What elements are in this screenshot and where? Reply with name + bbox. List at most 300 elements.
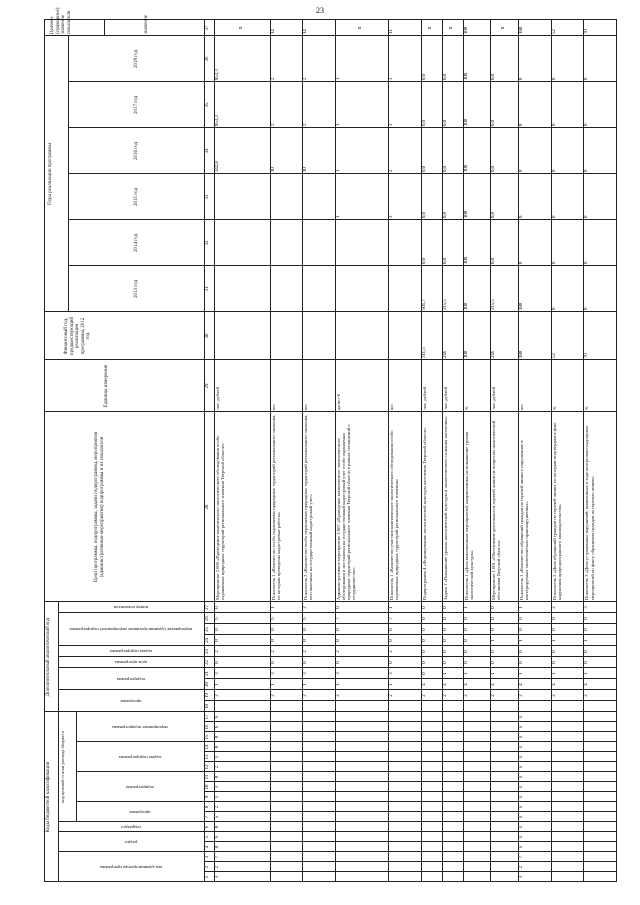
- code-cell: [464, 842, 472, 852]
- row-name: Показатель 1 «Доля выполненных мероприятий, направленных на повышение уровня экологической культуры»: [463, 431, 474, 600]
- code-cell: 1: [303, 683, 309, 686]
- row-year-6: 0,0: [490, 74, 496, 80]
- code-cell: [584, 742, 592, 752]
- target-subprogram-header: [76, 772, 204, 802]
- colnum-35: 35: [205, 102, 210, 108]
- code-cell: 0: [551, 628, 557, 631]
- code-cell: 1: [551, 672, 557, 675]
- colnum-33: 33: [205, 194, 210, 200]
- code-cell: [491, 842, 499, 852]
- extra-program-header-sep: [44, 711, 204, 712]
- code-cell: [491, 862, 499, 872]
- code-cell: [443, 732, 451, 742]
- code-cell: [491, 872, 499, 882]
- code-cell: 1: [490, 639, 496, 642]
- code-cell: 0: [463, 661, 469, 664]
- code-cell: 0: [490, 650, 496, 653]
- code-cell: [389, 722, 397, 732]
- code-cell: х: [519, 815, 525, 819]
- code-cell: [584, 802, 592, 812]
- code-cell: [464, 722, 472, 732]
- code-cell: [464, 752, 472, 762]
- row-year-2: 100: [463, 256, 469, 264]
- row-name: Показатель 2 «Доля обращений граждан по горячей линии, по которым подтвердился факт нарушения природоохранного законодательства»: [551, 422, 562, 600]
- row-year-3: [303, 176, 311, 218]
- code-cell: [584, 812, 592, 822]
- code-cell: [443, 712, 451, 722]
- code-cell: [584, 852, 592, 862]
- code-cell: 0: [215, 606, 220, 609]
- row-year-6: 0: [551, 77, 557, 80]
- code-cell: [422, 732, 430, 742]
- code-cell: [443, 832, 451, 842]
- row-year-4: 0: [551, 169, 557, 172]
- row-fin-year: 52: [551, 353, 557, 358]
- row-fin-year: 311,5: [421, 347, 427, 358]
- code-cell: [303, 812, 311, 822]
- code-cell: 5: [215, 815, 220, 819]
- code-cell: 0: [584, 650, 590, 653]
- code-cell: 2: [335, 650, 341, 653]
- code-cell: [464, 872, 472, 882]
- code-cell: [389, 712, 397, 722]
- code-cell: [271, 782, 279, 792]
- row-year-2: 0: [519, 261, 525, 264]
- code-cell: х: [519, 765, 525, 769]
- code-cell: 0: [551, 617, 557, 620]
- row-year-1: 315,5: [442, 299, 448, 310]
- code-cell: 0: [442, 661, 448, 664]
- code-cell: 0: [215, 639, 220, 642]
- code-cell: 0: [584, 617, 590, 620]
- code-cell: [303, 722, 311, 732]
- code-cell: 0: [490, 606, 496, 609]
- year-header-4: 2016 год: [134, 141, 139, 161]
- code-cell: 6: [215, 617, 220, 620]
- code-cell: 4: [551, 683, 557, 686]
- row-target: 180: [519, 26, 525, 34]
- code-cell: [584, 792, 592, 802]
- row-year-1: 0: [584, 307, 590, 310]
- code-cell: [336, 772, 344, 782]
- code-cell: [552, 772, 560, 782]
- code-cell: [584, 822, 592, 832]
- row-year-5: 0: [584, 123, 590, 126]
- fin-year-header: Финансовый год, предшествующий реализации программы, 2012 год: [64, 316, 91, 356]
- code-cell: 6: [303, 617, 309, 620]
- code-cell: [271, 832, 279, 842]
- row-year-3: 3: [389, 215, 395, 218]
- code-cell: 2: [519, 694, 525, 697]
- code-cell: [491, 772, 499, 782]
- code-cell: [491, 852, 499, 862]
- code-cell: [303, 802, 311, 812]
- code-cell: [271, 701, 279, 712]
- row-year-1: 315,5: [490, 299, 496, 310]
- unit-header: Единица измерения: [104, 364, 109, 408]
- code-cell: х: [519, 785, 525, 789]
- code-cell: [336, 862, 344, 872]
- extra-event-header-text: мероприятие (административное мероприятие) подпрограммы: [69, 627, 193, 633]
- colnum-14: 14: [205, 744, 210, 750]
- row-year-6: 2: [270, 77, 276, 80]
- code-cell: [443, 742, 451, 752]
- code-cell: 0: [335, 606, 341, 609]
- code-cell: [389, 852, 397, 862]
- code-cell: [336, 832, 344, 842]
- row-year-6: 0,0: [442, 74, 448, 80]
- code-cell: [336, 732, 344, 742]
- code-cell: [584, 701, 592, 712]
- code-cell: 2: [463, 694, 469, 697]
- code-cell: 2: [335, 694, 341, 697]
- code-cell: [552, 742, 560, 752]
- code-cell: [584, 772, 592, 782]
- row-unit: %: [584, 406, 590, 410]
- code-cell: [491, 802, 499, 812]
- row-unit: тыс. рублей: [442, 387, 448, 410]
- row-name: Показатель 3 «Доля устраненных нарушений, выявленных в ходе контрольно-надзорных мероприятий по факту обращения граждан на горячую линию»: [584, 425, 595, 600]
- code-cell: [303, 832, 311, 842]
- admin-code-header: [58, 852, 204, 882]
- code-cell: [422, 802, 430, 812]
- colnum-24: 24: [205, 638, 210, 643]
- row-year-2: 0: [551, 261, 557, 264]
- code-cell: [584, 832, 592, 842]
- row-year-2: 0: [584, 261, 590, 264]
- code-cell: 4: [442, 683, 448, 686]
- row-year-4: 0: [519, 169, 525, 172]
- code-cell: 0: [519, 628, 525, 631]
- code-cell: 0: [270, 628, 276, 631]
- extra-event-header-sep: [58, 645, 204, 646]
- code-cell: 6: [270, 617, 276, 620]
- code-cell: 4: [421, 683, 427, 686]
- row-year-5: 3: [389, 123, 395, 126]
- code-cell: 1: [270, 606, 276, 609]
- code-cell: [389, 822, 397, 832]
- code-cell: [443, 772, 451, 782]
- code-cell: [552, 752, 560, 762]
- colnum-22: 22: [205, 660, 210, 665]
- code-cell: [464, 812, 472, 822]
- code-cell: [491, 722, 499, 732]
- code-cell: [389, 792, 397, 802]
- row-unit: шт.: [519, 403, 525, 410]
- code-cell: 0: [421, 617, 427, 620]
- row-year-5: 853,3: [215, 115, 220, 126]
- code-cell: [336, 752, 344, 762]
- code-cell: 0: [215, 735, 220, 739]
- code-cell: [271, 802, 279, 812]
- code-cell: [552, 782, 560, 792]
- razdel-header: [58, 832, 204, 852]
- code-cell: 0: [215, 775, 220, 779]
- code-cell: 3: [215, 785, 220, 789]
- target-program-header: [76, 802, 204, 822]
- code-cell: [552, 762, 560, 772]
- code-cell: [389, 772, 397, 782]
- code-cell: 0: [421, 628, 427, 631]
- code-cell: 1: [519, 639, 525, 642]
- code-cell: [303, 732, 311, 742]
- code-cell: [303, 762, 311, 772]
- target-group-line: [104, 20, 105, 36]
- row-unit: %: [463, 406, 469, 410]
- row-unit: тыс. рублей: [215, 387, 220, 410]
- colnum-17: 17: [205, 714, 210, 720]
- code-cell: 0: [389, 661, 395, 664]
- target-task-header-sep: [76, 771, 204, 772]
- colnum-6: 6: [205, 825, 210, 829]
- code-cell: [464, 701, 472, 712]
- row-year-6: 3: [389, 77, 395, 80]
- code-cell: х: [519, 755, 525, 759]
- code-cell: 4: [584, 683, 590, 686]
- code-cell: [389, 701, 397, 712]
- code-cell: 0: [519, 650, 525, 653]
- row-year-1: [215, 268, 223, 310]
- code-cell: 2: [490, 694, 496, 697]
- row-target: х: [237, 26, 244, 30]
- code-cell: 0: [442, 639, 448, 642]
- target-event-header-sep: [76, 741, 204, 742]
- row-year-1: [336, 268, 344, 310]
- code-cell: [271, 842, 279, 852]
- code-cell: [422, 742, 430, 752]
- row-year-2: [303, 222, 311, 264]
- code-cell: [491, 712, 499, 722]
- code-cell: [552, 842, 560, 852]
- code-cell: 0: [335, 661, 341, 664]
- code-cell: [443, 752, 451, 762]
- colnum-25: 25: [205, 627, 210, 632]
- code-cell: [464, 852, 472, 862]
- code-cell: [336, 762, 344, 772]
- row-name: Задача 1 «Повышение уровня экологической культуры и экологического сознания населения»: [442, 416, 448, 600]
- code-cell: [491, 812, 499, 822]
- code-cell: 0: [584, 628, 590, 631]
- row-year-2: 0,0: [421, 258, 427, 264]
- row-year-6: 853,3: [215, 69, 220, 80]
- code-cell: [552, 802, 560, 812]
- code-cell: х: [519, 745, 525, 749]
- code-cell: 1: [389, 683, 395, 686]
- code-cell: 4: [519, 683, 525, 686]
- year-header-3: 2015 год: [134, 187, 139, 207]
- code-cell: [389, 812, 397, 822]
- code-cell: 0: [303, 628, 309, 631]
- code-cell: [303, 701, 311, 712]
- row-year-2: [271, 222, 279, 264]
- row-year-1: 0: [551, 307, 557, 310]
- code-cell: 0: [490, 628, 496, 631]
- code-cell: 0: [519, 617, 525, 620]
- years-group-header: Годы реализации программы: [48, 143, 53, 205]
- row-year-1: 180: [519, 302, 525, 310]
- code-cell: [464, 802, 472, 812]
- colnum-9: 9: [205, 795, 210, 799]
- code-cell: 2: [215, 765, 220, 769]
- admin-code-header-text: код администратора программы: [99, 864, 163, 870]
- code-cell: [389, 842, 397, 852]
- code-cell: 7: [215, 855, 220, 859]
- code-cell: [336, 712, 344, 722]
- code-cell: [584, 782, 592, 792]
- code-cell: 2: [551, 606, 557, 609]
- years-group-line: [68, 36, 69, 312]
- code-cell: [491, 732, 499, 742]
- code-cell: [336, 722, 344, 732]
- target-code-header: код целевой статьи расхода бюджета: [60, 731, 65, 803]
- colnum-36: 36: [205, 56, 210, 62]
- code-cell: [422, 822, 430, 832]
- code-cell: [443, 802, 451, 812]
- code-cell: х: [519, 805, 525, 809]
- code-cell: 3: [335, 672, 341, 675]
- row-unit: тыс. рублей: [490, 387, 496, 410]
- code-cell: х: [519, 725, 525, 729]
- row-name: Показатель 1 «Количество обращений граждан по горячей линии о нарушениях в интегрируемых экологических правонарушениях»: [519, 440, 530, 600]
- code-cell: 2: [303, 694, 309, 697]
- target-subprogram-header-sep: [76, 801, 204, 802]
- target-value-header: значение: [144, 15, 149, 34]
- row-year-1: 501,7: [421, 299, 427, 310]
- code-cell: 0: [303, 639, 309, 642]
- target-task-header-text: задача подпрограммы: [118, 754, 162, 760]
- code-cell: [552, 792, 560, 802]
- code-cell: 1: [584, 672, 590, 675]
- row-target: х: [357, 26, 364, 30]
- extra-group-header: Дополнительный аналитический код: [46, 617, 51, 697]
- code-cell: [584, 722, 592, 732]
- razdel-header-text: раздел: [124, 839, 138, 845]
- code-cell: 0: [551, 650, 557, 653]
- code-cell: [303, 842, 311, 852]
- code-cell: 0: [490, 617, 496, 620]
- code-cell: [271, 772, 279, 782]
- code-cell: 1: [215, 755, 220, 759]
- row-year-1: [389, 268, 397, 310]
- code-cell: 0: [215, 825, 220, 829]
- row-name: Показатель 1 «Количество участков комплексного экологического обследования особо охраняемых природных территорий регионального значения»: [389, 430, 400, 600]
- code-cell: [491, 701, 499, 712]
- row-year-3: 0: [551, 215, 557, 218]
- row-year-4: 0,0: [421, 166, 427, 172]
- code-cell: [422, 772, 430, 782]
- code-cell: [336, 782, 344, 792]
- code-cell: [491, 782, 499, 792]
- code-cell: [464, 862, 472, 872]
- extra-indicator-header-text: номер показателя: [113, 605, 149, 611]
- year-header-5: 2017 год: [134, 95, 139, 115]
- code-cell: 0: [442, 617, 448, 620]
- row-year-6: 0: [519, 77, 525, 80]
- code-cell: [584, 862, 592, 872]
- program-table: [44, 7, 616, 882]
- row-year-3: 0,0: [442, 212, 448, 218]
- row-unit: да/нет-0: [335, 394, 341, 410]
- code-cell: [303, 752, 311, 762]
- row-year-5: 0: [519, 123, 525, 126]
- row-year-3: 100: [463, 210, 469, 218]
- row-year-5: 1: [335, 123, 341, 126]
- code-cell: [215, 701, 223, 712]
- code-cell: [443, 782, 451, 792]
- code-cell: [271, 812, 279, 822]
- code-cell: [552, 812, 560, 822]
- row-year-1: [303, 268, 311, 310]
- row-year-6: 0: [584, 77, 590, 80]
- row-fin-year: 246: [442, 350, 448, 358]
- code-cell: 3: [584, 606, 590, 609]
- code-cell: [389, 832, 397, 842]
- code-cell: [552, 701, 560, 712]
- code-cell: [389, 872, 397, 882]
- code-cell: 0: [490, 661, 496, 664]
- code-cell: [584, 842, 592, 852]
- target-event-header-text: мероприятие подпрограммы: [112, 724, 168, 730]
- year-header-1: 2013 год: [134, 279, 139, 299]
- code-cell: 1: [442, 672, 448, 675]
- row-year-3: 0,0: [421, 212, 427, 218]
- code-cell: 1: [463, 672, 469, 675]
- extra-event-header: [58, 613, 204, 646]
- code-cell: 2: [389, 650, 395, 653]
- code-cell: [443, 842, 451, 852]
- colnum-7: 7: [205, 815, 210, 819]
- colnum-4: 4: [205, 845, 210, 849]
- code-cell: [552, 822, 560, 832]
- code-cell: [552, 862, 560, 872]
- code-cell: 0: [421, 661, 427, 664]
- extra-program-header: [58, 690, 204, 712]
- colnum-32: 32: [205, 240, 210, 246]
- code-cell: [552, 872, 560, 882]
- code-cell: 7: [389, 617, 395, 620]
- code-cell: 1: [463, 606, 469, 609]
- colnum-37: 37: [205, 25, 210, 31]
- code-cell: 0: [421, 606, 427, 609]
- colnum-34: 34: [205, 148, 210, 154]
- code-cell: 2: [215, 805, 220, 809]
- colnum-30: 30: [205, 333, 210, 339]
- row-year-5: 2: [303, 123, 309, 126]
- colnum-26: 26: [205, 616, 210, 621]
- code-cell: [303, 782, 311, 792]
- code-cell: 0: [421, 650, 427, 653]
- row-name: Показатель 2 «Количество особо охраняемых природных территорий регионального значения, поставленных на государственный кадастровый учет»: [303, 414, 314, 600]
- row-unit: %: [551, 406, 557, 410]
- code-cell: [389, 732, 397, 742]
- code-cell: [443, 722, 451, 732]
- row-year-2: 0,0: [490, 258, 496, 264]
- code-cell: 2: [421, 694, 427, 697]
- code-cell: [443, 852, 451, 862]
- target-subprogram-header-text: подпрограмма: [125, 784, 155, 790]
- code-cell: [443, 872, 451, 882]
- colnum-8: 8: [205, 805, 210, 809]
- code-cell: [303, 772, 311, 782]
- code-cell: [464, 832, 472, 842]
- colnum-3: 3: [205, 855, 210, 859]
- code-cell: [422, 842, 430, 852]
- colnum-12: 12: [205, 764, 210, 770]
- code-cell: [389, 862, 397, 872]
- row-year-4: 0,0: [490, 166, 496, 172]
- code-cell: 7: [519, 855, 525, 859]
- code-cell: 1: [215, 795, 220, 799]
